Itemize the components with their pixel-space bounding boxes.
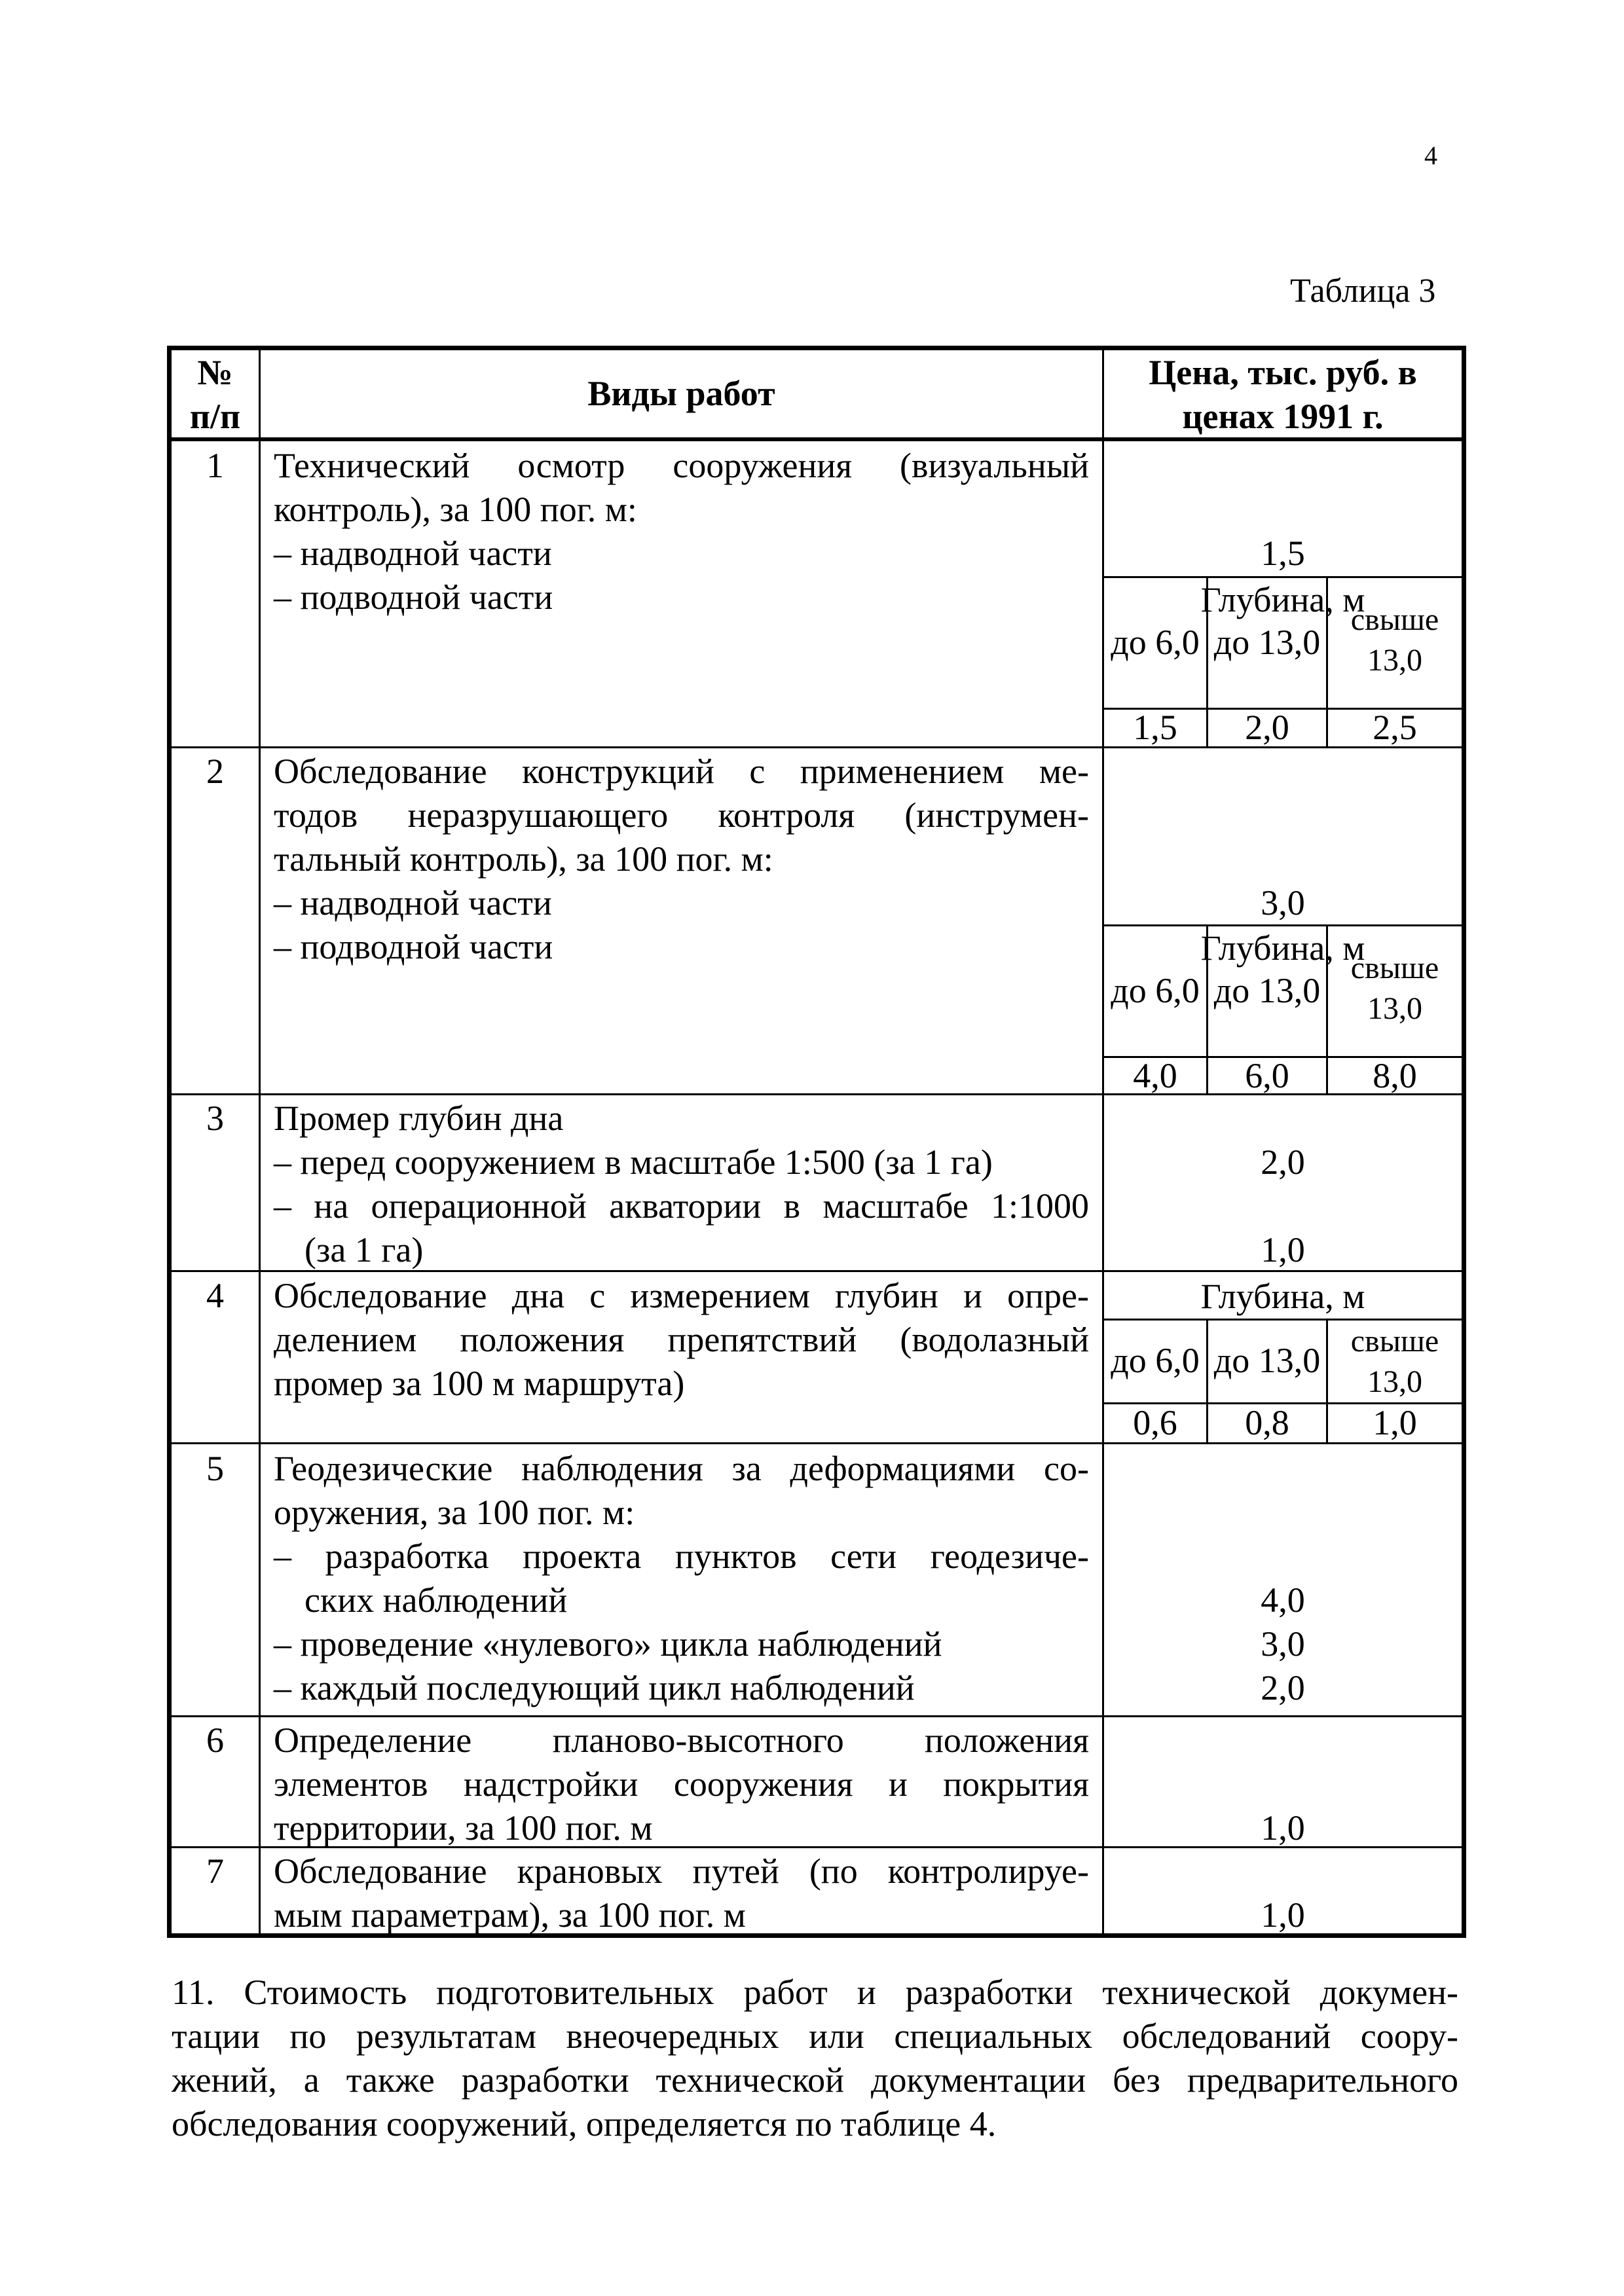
row-number: 7 (206, 1851, 224, 1891)
work-line: промер за 100 м маршрута) (274, 1364, 685, 1403)
work-line: – подводной части (274, 927, 553, 966)
page-number: 4 (1424, 141, 1437, 170)
work-line: территории, за 100 пог. м (274, 1808, 653, 1848)
work-line: (за 1 га) (304, 1230, 424, 1269)
depth-to-13: до 13,0 (1213, 623, 1321, 662)
body-paragraph (172, 1971, 1458, 2146)
price-value: 1,0 (1261, 1230, 1305, 1269)
work-line: ских наблюдений (304, 1580, 568, 1620)
depth-price: 0,8 (1245, 1403, 1289, 1442)
work-line: – разработка проекта пунктов сети геодезиче- (274, 1537, 1089, 1576)
col-divider-num (259, 346, 261, 1938)
price-value: 1,0 (1261, 1895, 1305, 1935)
work-line: – перед сооружением в масштабе 1:500 (за 1 га) (274, 1142, 993, 1182)
work-line: Обследование крановых путей (по контролируе- (274, 1851, 1089, 1891)
work-line: Технический осмотр сооружения (визуальный (274, 446, 1089, 485)
work-line: – подводной части (274, 577, 553, 617)
paragraph-line: жений, а также разработки технической документации без предварительного (172, 2060, 1458, 2100)
work-line: – надводной части (274, 534, 552, 573)
price-value: 4,0 (1261, 1580, 1305, 1620)
paragraph-line: тации по результатам внеочередных или специальных обследований соору- (172, 2016, 1458, 2056)
depth-label: Глубина, м (1200, 1277, 1365, 1316)
depth-price: 4,0 (1133, 1056, 1177, 1095)
price-value: 2,0 (1261, 1142, 1305, 1182)
row-number: 6 (206, 1721, 224, 1760)
depth-over-13: свыше 13,0 (1350, 602, 1439, 678)
depth-price: 6,0 (1245, 1056, 1289, 1095)
table-caption: Таблица 3 (1290, 272, 1436, 310)
header-works: Виды работ (587, 374, 775, 413)
depth-divider (1102, 1319, 1466, 1321)
work-line: Геодезические наблюдения за деформациями со- (274, 1449, 1089, 1488)
price-table (167, 346, 1466, 1938)
row-divider (167, 1715, 1466, 1717)
depth-to-13: до 13,0 (1213, 1341, 1321, 1380)
depth-over-13: свыше 13,0 (1350, 1324, 1439, 1399)
work-line: элементов надстройки сооружения и покрытия (274, 1764, 1089, 1804)
price-value: 2,0 (1261, 1668, 1305, 1707)
work-line: – надводной части (274, 883, 552, 922)
table-border-top (167, 346, 1466, 350)
row-number: 3 (206, 1099, 224, 1138)
depth-price: 2,5 (1373, 708, 1417, 747)
paragraph-line: 11. Стоимость подготовительных работ и разработки технической докумен- (172, 1973, 1458, 2012)
row-number: 2 (206, 752, 224, 791)
work-line: Обследование дна с измерением глубин и опре- (274, 1276, 1089, 1315)
depth-price: 1,5 (1133, 708, 1177, 747)
depth-to-6: до 6,0 (1111, 971, 1200, 1010)
depth-price: 8,0 (1373, 1056, 1417, 1095)
row-number: 4 (206, 1276, 224, 1315)
work-line: контроль), за 100 пог. м: (274, 490, 637, 529)
header-price: Цена, тыс. руб. в ценах 1991 г. (1149, 353, 1417, 436)
depth-to-6: до 6,0 (1111, 623, 1200, 662)
work-line: тодов неразрушающего контроля (инструмен- (274, 795, 1089, 835)
depth-price: 0,6 (1133, 1403, 1177, 1442)
work-line: оружения, за 100 пог. м: (274, 1493, 635, 1532)
work-line: Промер глубин дна (274, 1099, 564, 1138)
price-value: 3,0 (1261, 1624, 1305, 1664)
depth-to-13: до 13,0 (1213, 971, 1321, 1010)
price-value: 1,0 (1261, 1808, 1305, 1848)
price-value: 3,0 (1261, 883, 1305, 922)
depth-price: 2,0 (1245, 708, 1289, 747)
table-border-left (167, 346, 172, 1938)
work-line: мым параметрам), за 100 пог. м (274, 1895, 746, 1935)
work-line: делением положения препятствий (водолазный (274, 1320, 1089, 1359)
depth-label: Глубина, м (1200, 580, 1365, 619)
work-line: тальный контроль), за 100 пог. м: (274, 839, 773, 879)
work-line: Определение планово-высотного положения (274, 1721, 1089, 1760)
depth-label: Глубина, м (1200, 928, 1365, 968)
depth-over-13: свыше 13,0 (1350, 951, 1439, 1026)
row-number: 1 (206, 446, 224, 485)
row-number: 5 (206, 1449, 224, 1488)
paragraph-line: обследования сооружений, определяется по таблице 4. (172, 2104, 997, 2143)
depth-to-6: до 6,0 (1111, 1341, 1200, 1380)
work-line: – каждый последующий цикл наблюдений (274, 1668, 915, 1707)
price-value: 1,5 (1261, 534, 1305, 573)
work-line: – проведение «нулевого» цикла наблюдений (274, 1624, 942, 1664)
depth-price: 1,0 (1373, 1403, 1417, 1442)
work-line: – на операционной акватории в масштабе 1:1000 (274, 1186, 1089, 1226)
work-line: Обследование конструкций с применением ме- (274, 752, 1089, 791)
table-border-right (1462, 346, 1466, 1938)
header-num: № п/п (189, 353, 241, 436)
